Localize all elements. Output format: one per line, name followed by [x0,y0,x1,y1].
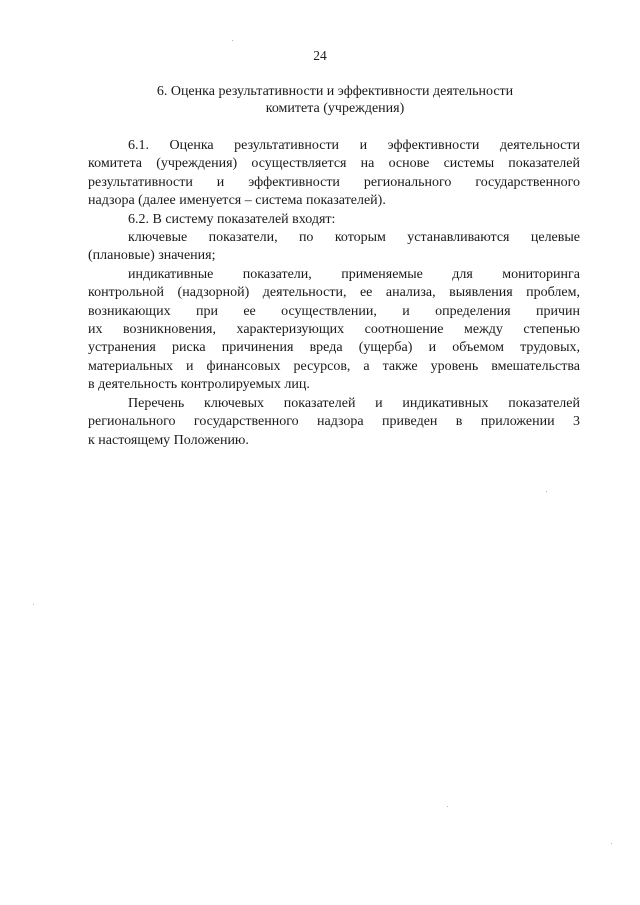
paragraph-6-2 [88,211,580,229]
scan-speck [611,843,612,844]
scan-speck [33,604,34,605]
paragraph-line: к настоящему Положению. [88,432,249,448]
paragraph-line: 6.2. В систему показателей входят: [128,211,336,227]
paragraph-line: Перечень ключевых показателей и индикативных показателей [128,395,580,411]
scan-speck [546,491,547,492]
scan-speck [447,806,448,807]
paragraph-6-1 [88,137,580,211]
paragraph-line: в деятельность контролируемых лиц. [88,377,310,393]
scan-speck [232,40,233,41]
paragraph-indicator-list [88,395,580,450]
paragraph-line: контрольной (надзорной) деятельности, ее анализа, выявления проблем, [88,285,580,301]
paragraph-line: возникающих при ее осуществлении, и определения причин [88,303,580,319]
paragraph-line: регионального государственного надзора приведен в приложении 3 [88,414,580,430]
paragraph-line: комитета (учреждения) осуществляется на основе системы показателей [88,156,580,172]
paragraph-line: 6.1. Оценка результативности и эффективности деятельности [128,138,580,153]
paragraph-line: надзора (далее именуется – система показателей). [88,193,386,209]
document-body [88,137,580,450]
paragraph-line: (плановые) значения; [88,248,216,264]
paragraph-line: индикативные показатели, применяемые для мониторинга [128,266,580,282]
paragraph-indicative-indicators [88,266,580,395]
paragraph-line: устранения риска причинения вреда (ущерба) и объемом трудовых, [88,340,580,356]
paragraph-line: результативности и эффективности регионального государственного [88,174,580,190]
page-number: 24 [313,48,327,63]
paragraph-line: ключевые показатели, по которым устанавливаются целевые [128,230,580,246]
section-heading [90,83,580,117]
paragraph-key-indicators [88,229,580,266]
section-heading-line-2: комитета (учреждения) [265,101,405,116]
paragraph-line: их возникновения, характеризующих соотношение между степенью [88,322,580,338]
paragraph-line: материальных и финансовых ресурсов, а также уровень вмешательства [88,358,580,374]
section-heading-line-1: 6. Оценка результативности и эффективности деятельности [156,84,514,99]
